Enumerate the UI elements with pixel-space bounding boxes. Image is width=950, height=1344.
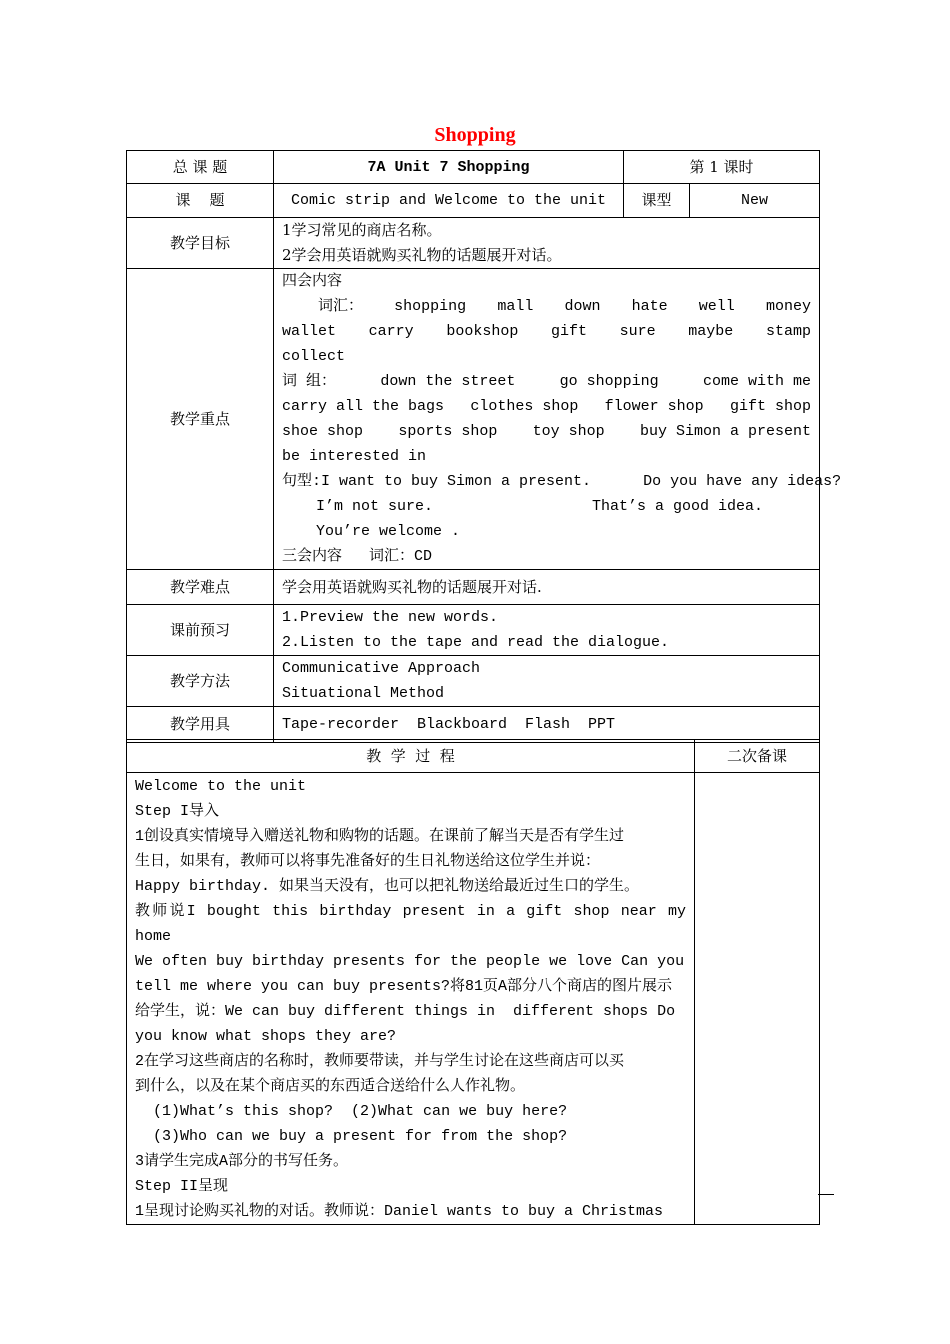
row-methods xyxy=(127,656,820,707)
preview-label: 课前预习 xyxy=(127,605,274,656)
process-line: Happy birthday. 如果当天没有，也可以把礼物送给最近过生口的学生。 xyxy=(135,878,640,895)
row-key-points xyxy=(127,269,820,570)
difficulties-content: 学会用英语就购买礼物的话题展开对话. xyxy=(274,570,820,605)
process-header: 教 学 过 程 xyxy=(127,740,695,773)
goals-content xyxy=(274,218,820,269)
row-process-header xyxy=(127,740,820,773)
tools-label: 教学用具 xyxy=(127,707,274,743)
sentence-row-3 xyxy=(282,519,811,544)
phrase-label: 词 组： xyxy=(282,373,337,390)
preview-line-2: 2.Listen to the tape and read the dialogue. xyxy=(282,634,670,651)
notes-column xyxy=(695,773,820,1225)
sentence: I’m not sure. xyxy=(316,498,434,515)
goals-line-1: 1学习常见的商店名称。 xyxy=(282,221,442,239)
sentence: I want to buy Simon a present. xyxy=(321,473,592,490)
general-topic-label: 总 课 题 xyxy=(127,151,274,184)
methods-line-2: Situational Method xyxy=(282,685,445,702)
phrase: down the street xyxy=(380,373,516,390)
row-process-body xyxy=(127,773,820,1225)
phrase-row-3 xyxy=(282,419,811,444)
process-line: 1创设真实情境导入赠送礼物和购物的话题。在课前了解当天是否有学生过 xyxy=(135,828,625,845)
type-value: New xyxy=(690,184,820,218)
process-line: 教师说I bought this birthday present in a gift shop near my home xyxy=(135,903,696,945)
lesson-plan-table xyxy=(126,150,842,743)
process-line: 3请学生完成A部分的书写任务。 xyxy=(135,1153,349,1170)
methods-label: 教学方法 xyxy=(127,656,274,707)
vocab-word: down xyxy=(564,298,601,315)
process-table xyxy=(126,739,820,1225)
vocab-row-2 xyxy=(282,319,811,344)
difficulties-label: 教学难点 xyxy=(127,570,274,605)
sentence-row-2 xyxy=(282,494,811,519)
phrase: toy shop xyxy=(532,423,605,440)
row-general-topic xyxy=(127,151,820,184)
process-line: Welcome to the unit xyxy=(135,778,307,795)
sentence: You’re welcome . xyxy=(316,523,461,540)
methods-content xyxy=(274,656,820,707)
process-line: Step II呈现 xyxy=(135,1178,229,1195)
vocab-word: shopping xyxy=(394,298,467,315)
phrase: carry all the bags xyxy=(282,398,445,415)
row-preview xyxy=(127,605,820,656)
vocab-row-3: collect xyxy=(282,348,346,365)
phrase: come with me xyxy=(702,373,811,390)
process-line: We often buy birthday presents for the people we love Can you xyxy=(135,953,685,970)
notes-header: 二次备课 xyxy=(695,740,820,773)
three-skills-line: 三会内容 词汇：CD xyxy=(282,548,433,565)
key-points-content xyxy=(274,269,842,570)
vocab-word: carry xyxy=(368,323,414,340)
process-line: 1呈现讨论购买礼物的对话。教师说：Daniel wants to buy a Christmas xyxy=(135,1203,664,1220)
key-points-label: 教学重点 xyxy=(127,269,274,570)
sentence-label: 句型: xyxy=(282,473,322,490)
row-topic xyxy=(127,184,820,218)
vocab-word: sure xyxy=(619,323,656,340)
vocab-word: gift xyxy=(550,323,587,340)
phrase: sports shop xyxy=(398,423,498,440)
phrase-row-2 xyxy=(282,394,811,419)
vocab-word: money xyxy=(765,298,811,315)
general-topic-value: 7A Unit 7 Shopping xyxy=(274,151,624,184)
vocab-word: wallet xyxy=(282,323,337,340)
row-tools xyxy=(127,707,820,743)
phrase: flower shop xyxy=(604,398,704,415)
vocab-word: mall xyxy=(497,298,534,315)
preview-line-1: 1.Preview the new words. xyxy=(282,609,499,626)
phrase-row-1 xyxy=(282,369,811,394)
vocab-word: well xyxy=(698,298,735,315)
vocab-word: stamp xyxy=(765,323,811,340)
phrase-row-4: be interested in xyxy=(282,448,427,465)
topic-value: Comic strip and Welcome to the unit xyxy=(274,184,624,218)
process-line: you know what shops they are? xyxy=(135,1028,397,1045)
process-line: 2在学习这些商店的名称时，教师要带读，并与学生讨论在这些商店可以买 xyxy=(135,1053,625,1070)
vocab-row-1 xyxy=(282,294,811,319)
topic-label: 课 题 xyxy=(127,184,274,218)
process-content xyxy=(127,773,695,1225)
phrase: shoe shop xyxy=(282,423,364,440)
process-line: (3)Who can we buy a present for from the shop? xyxy=(135,1128,568,1145)
row-goals xyxy=(127,218,820,269)
tools-content: Tape-recorder Blackboard Flash PPT xyxy=(274,707,820,743)
vocab-word: maybe xyxy=(688,323,734,340)
process-line: 到什么，以及在某个商店买的东西适合送给什么人作礼物。 xyxy=(135,1078,526,1095)
vocab-label: 词汇： xyxy=(318,298,364,315)
sentence: Do you have any ideas? xyxy=(643,473,842,490)
row-difficulties xyxy=(127,570,820,605)
process-line: (1)What’s this shop? (2)What can we buy here? xyxy=(135,1103,568,1120)
process-line: Step I导入 xyxy=(135,803,220,820)
four-skills-heading: 四会内容 xyxy=(282,273,343,290)
lesson-number: 第 1 课时 xyxy=(624,151,820,184)
phrase: buy Simon a present xyxy=(639,423,811,440)
phrase: clothes shop xyxy=(470,398,579,415)
sentence: That’s a good idea. xyxy=(592,498,764,515)
phrase: go shopping xyxy=(559,373,659,390)
phrase: gift shop xyxy=(729,398,811,415)
methods-line-1: Communicative Approach xyxy=(282,660,481,677)
process-line: 生日，如果有，教师可以将事先准备好的生日礼物送给这位学生并说： xyxy=(135,853,601,870)
goals-label: 教学目标 xyxy=(127,218,274,269)
document-title: Shopping xyxy=(434,124,516,146)
goals-line-2: 2学会用英语就购买礼物的话题展开对话。 xyxy=(282,246,562,264)
table-edge-mark xyxy=(818,1194,834,1195)
vocab-word: hate xyxy=(631,298,668,315)
process-line: tell me where you can buy presents?将81页A部分八个商店的图片展示 xyxy=(135,978,673,995)
type-label: 课型 xyxy=(624,184,690,218)
preview-content xyxy=(274,605,820,656)
process-line: 给学生，说：We can buy different things in different shops Do xyxy=(135,1003,676,1020)
sentence-row-1 xyxy=(282,469,842,494)
vocab-word: bookshop xyxy=(446,323,519,340)
